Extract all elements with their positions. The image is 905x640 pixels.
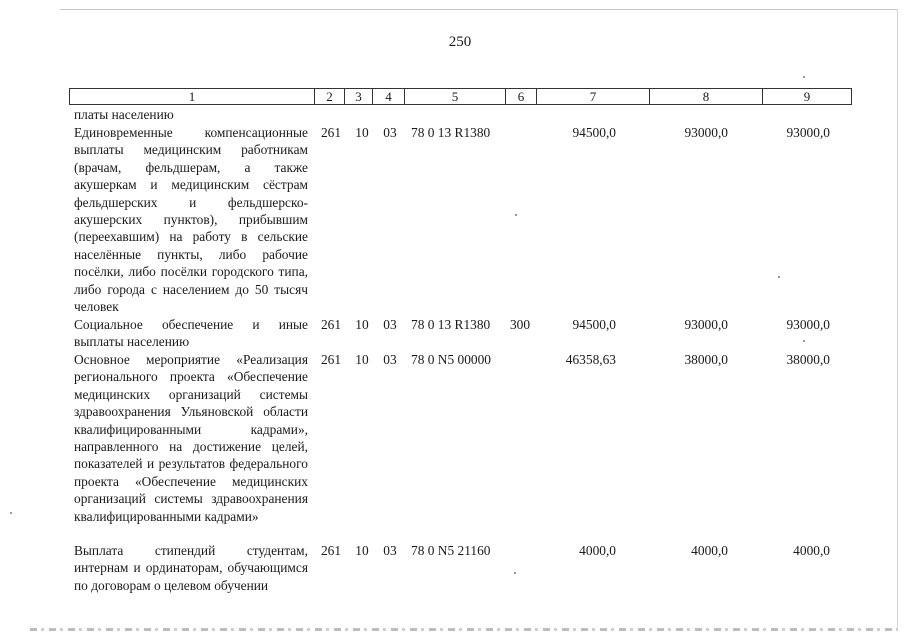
row-col-8: 38000,0 (684, 352, 728, 367)
header-col-5: 5 (405, 89, 506, 104)
page-number: 250 (448, 34, 472, 50)
row-col-3: 10 (355, 125, 369, 140)
row-col-5: 78 0 N5 00000 (411, 352, 491, 367)
table-header-row (69, 88, 852, 105)
row-col-4: 03 (383, 317, 397, 332)
scan-edge-right (897, 9, 898, 629)
row-col-9: 4000,0 (793, 543, 830, 558)
header-col-8: 8 (650, 89, 763, 104)
row-col-2: 261 (320, 543, 342, 558)
header-col-7: 7 (537, 89, 650, 104)
row-col-8: 93000,0 (684, 317, 728, 332)
row-col-3: 10 (355, 543, 369, 558)
row-col-4: 03 (383, 352, 397, 367)
scan-speck (803, 340, 805, 342)
scan-speck (514, 572, 516, 574)
scan-speck (803, 76, 805, 78)
row-col-9: 93000,0 (786, 125, 830, 140)
row-description: Основное мероприятие «Реализация регионального проекта «Обеспечение медицинских организаций системы здравоохранения Ульяновской области квалифицированными кадрами», направленного на достижение целей, показателей и результатов федерального проекта «Обеспечение медицинских организаций системы здравоохранения квалифицированными кадрами» (74, 352, 308, 524)
scan-speck (515, 214, 517, 216)
row-description: Единовременные компенсационные выплаты медицинским работникам (врачам, фельдшерам, а также акушеркам и медицинским сёстрам фельдшерских и фельдшерско-акушерских пунктов), прибывшим (переехавшим) на работу в сельские населённые пункты, либо рабочие посёлки, либо посёлки городского типа, либо города с населением до 50 тысяч человек (74, 125, 308, 315)
row-col-2: 261 (320, 352, 342, 367)
row-col-5: 78 0 N5 21160 (411, 543, 491, 558)
row-col-9: 93000,0 (786, 317, 830, 332)
row-col-5: 78 0 13 R1380 (411, 317, 491, 332)
row-col-2: 261 (320, 317, 342, 332)
row-col-2: 261 (320, 125, 342, 140)
row-description: Выплата стипендий студентам, интернам и ординаторам, обучающимся по договорам о целевом обучении (74, 543, 308, 593)
row-col-7: 94500,0 (572, 317, 616, 332)
scan-speck (778, 276, 780, 278)
header-col-1: 1 (70, 89, 315, 104)
continuation-text: платы населению (74, 107, 174, 122)
row-col-3: 10 (355, 317, 369, 332)
row-col-7: 4000,0 (579, 543, 616, 558)
header-col-2: 2 (315, 89, 345, 104)
header-col-6: 6 (506, 89, 537, 104)
row-col-4: 03 (383, 543, 397, 558)
header-col-9: 9 (803, 89, 811, 104)
row-col-3: 10 (355, 352, 369, 367)
row-col-8: 4000,0 (691, 543, 728, 558)
header-col-4: 4 (373, 89, 405, 104)
row-col-4: 03 (383, 125, 397, 140)
scan-speck (10, 512, 12, 514)
row-col-7: 46358,63 (565, 352, 616, 367)
row-description: Социальное обеспечение и иные выплаты населению (74, 317, 308, 350)
row-col-8: 93000,0 (684, 125, 728, 140)
scan-edge-bottom (30, 628, 898, 631)
row-col-9: 38000,0 (786, 352, 830, 367)
scan-edge-top (60, 9, 898, 10)
header-col-3: 3 (345, 89, 373, 104)
row-col-7: 94500,0 (572, 125, 616, 140)
row-col-5: 78 0 13 R1380 (411, 125, 491, 140)
row-col-6: 300 (509, 317, 531, 332)
